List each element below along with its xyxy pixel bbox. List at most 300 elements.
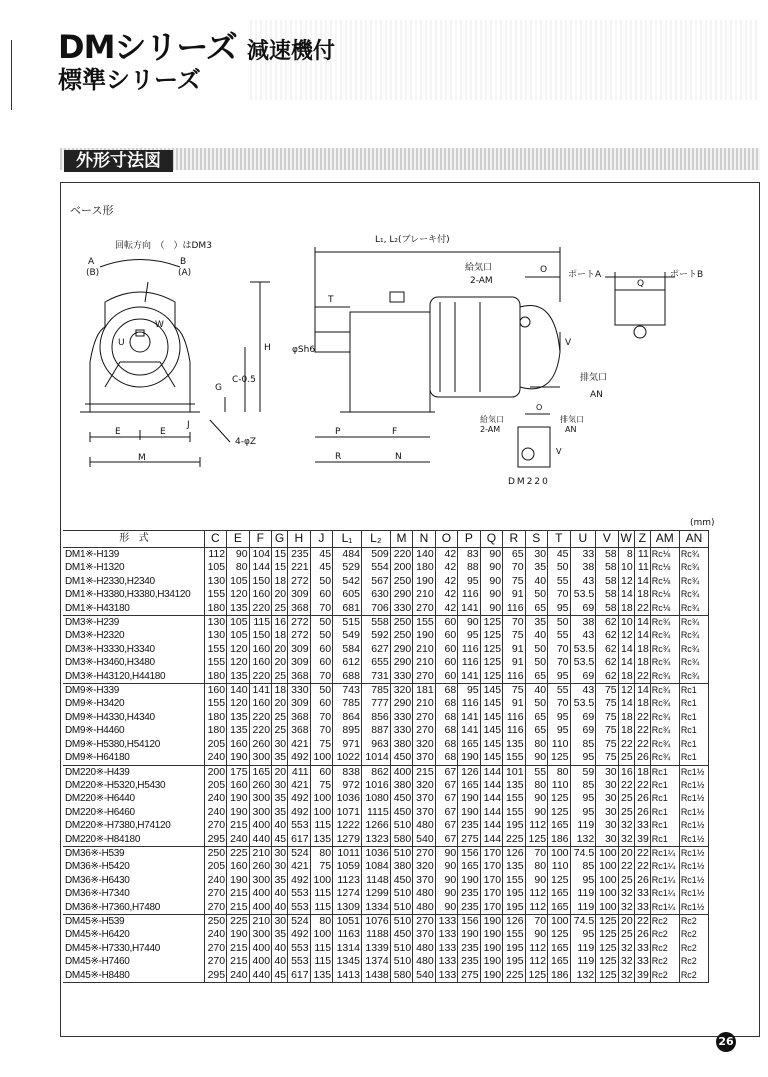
model-cell: DM9※-H64180 <box>65 752 130 764</box>
value-cell: 250 <box>390 575 412 588</box>
value-cell: 125 <box>596 928 618 941</box>
value-cell: 272 <box>288 629 310 642</box>
col-header: W <box>618 531 634 548</box>
value-cell: 69 <box>570 670 596 684</box>
port-a-label: ポートA <box>568 270 602 280</box>
value-cell: 864 <box>333 711 362 724</box>
value-cell: 1345 <box>333 955 362 968</box>
value-cell: 20 <box>272 656 288 669</box>
value-cell: 480 <box>413 901 435 915</box>
value-cell: 220 <box>249 724 271 737</box>
value-cell: 25 <box>618 751 634 765</box>
j-label: J <box>187 420 190 430</box>
hole-label: 4-φZ <box>235 437 257 447</box>
value-cell: 785 <box>333 697 362 710</box>
value-cell: 40 <box>525 629 547 642</box>
value-cell: 150 <box>249 575 271 588</box>
value-cell: 215 <box>227 942 249 955</box>
value-cell: 155 <box>413 616 435 630</box>
model-cell: DM1※-H43180 <box>65 602 130 614</box>
value-cell: 688 <box>333 670 362 684</box>
page-number: 26 <box>716 1032 736 1052</box>
value-cell: 85 <box>570 860 596 873</box>
value-cell: 144 <box>480 765 502 779</box>
value-cell: 30 <box>525 548 547 562</box>
value-cell: 125 <box>480 670 502 684</box>
value-cell: 368 <box>288 670 310 684</box>
value-cell: 80 <box>310 914 332 928</box>
value-cell: Rc¾ <box>650 751 679 765</box>
value-cell: Rc¾ <box>679 575 708 588</box>
value-cell: 95 <box>570 792 596 805</box>
value-cell: 627 <box>361 643 390 656</box>
value-cell: 554 <box>361 561 390 574</box>
value-cell: 100 <box>596 846 618 860</box>
value-cell: 270 <box>413 711 435 724</box>
value-cell: Rc⅛ <box>650 602 679 616</box>
w-label: W <box>155 320 164 330</box>
dm220-v-label: V <box>556 447 562 456</box>
value-cell: Rc2 <box>650 928 679 941</box>
value-cell: 411 <box>288 765 310 779</box>
value-cell: 170 <box>480 846 502 860</box>
value-cell: 75 <box>503 575 525 588</box>
value-cell: 22 <box>618 779 634 792</box>
intake-port-marker <box>520 317 530 327</box>
value-cell: 30 <box>272 914 288 928</box>
value-cell: 20 <box>272 765 288 779</box>
value-cell: 540 <box>413 969 435 983</box>
value-cell: 160 <box>249 697 271 710</box>
table-row <box>63 765 709 779</box>
value-cell: 125 <box>548 928 570 941</box>
value-cell: 370 <box>413 874 435 887</box>
value-cell: 30 <box>596 833 618 847</box>
value-cell: 135 <box>227 711 249 724</box>
table-row <box>63 833 709 847</box>
dm220-exhaust-size: AN <box>565 425 577 434</box>
table-row <box>63 724 709 737</box>
value-cell: 116 <box>458 643 480 656</box>
value-cell: 144 <box>480 819 502 832</box>
table-row <box>63 969 709 983</box>
value-cell: 492 <box>288 806 310 819</box>
value-cell: 65 <box>503 548 525 562</box>
value-cell: 1163 <box>333 928 362 941</box>
l-label: L₁, L₂(ブレーキ付) <box>375 235 450 245</box>
value-cell: 1323 <box>361 833 390 847</box>
value-cell: 91 <box>503 656 525 669</box>
value-cell: 1036 <box>361 846 390 860</box>
value-cell: 33 <box>634 955 650 968</box>
value-cell: 35 <box>525 616 547 630</box>
value-cell: 190 <box>227 751 249 765</box>
value-cell: 270 <box>413 914 435 928</box>
value-cell: 275 <box>458 969 480 983</box>
value-cell: 125 <box>596 914 618 928</box>
value-cell: Rc1 <box>679 751 708 765</box>
value-cell: 380 <box>390 779 412 792</box>
value-cell: Rc2 <box>679 914 708 928</box>
col-header: O <box>435 531 457 548</box>
value-cell: 1011 <box>333 846 362 860</box>
value-cell: 22 <box>634 846 650 860</box>
value-cell: 75 <box>503 684 525 698</box>
value-cell: 68 <box>435 697 457 710</box>
value-cell: 170 <box>480 901 502 915</box>
value-cell: 195 <box>503 901 525 915</box>
value-cell: 220 <box>390 548 412 562</box>
value-cell: 88 <box>458 561 480 574</box>
value-cell: 119 <box>570 942 596 955</box>
value-cell: 135 <box>310 833 332 847</box>
value-cell: 14 <box>634 575 650 588</box>
value-cell: 75 <box>503 629 525 642</box>
table-row <box>63 806 709 819</box>
dir-a-label: A <box>88 257 95 267</box>
dm220-detail-fitting <box>522 448 534 460</box>
value-cell: 12 <box>618 684 634 698</box>
value-cell: 145 <box>480 738 502 751</box>
value-cell: 38 <box>570 561 596 574</box>
o-label: O <box>540 265 548 275</box>
value-cell: 90 <box>480 548 502 562</box>
value-cell: 125 <box>525 969 547 983</box>
value-cell: 1123 <box>333 874 362 887</box>
value-cell: Rc1½ <box>679 874 708 887</box>
value-cell: 126 <box>503 914 525 928</box>
col-header: S <box>525 531 547 548</box>
value-cell: 529 <box>333 561 362 574</box>
value-cell: 95 <box>570 928 596 941</box>
value-cell: 43 <box>570 684 596 698</box>
value-cell: 1266 <box>361 819 390 832</box>
value-cell: 205 <box>204 860 226 873</box>
value-cell: 145 <box>480 697 502 710</box>
value-cell: 90 <box>480 561 502 574</box>
value-cell: 215 <box>227 955 249 968</box>
value-cell: Rc¾ <box>650 670 679 684</box>
value-cell: 270 <box>204 955 226 968</box>
value-cell: 20 <box>272 643 288 656</box>
col-header: P <box>458 531 480 548</box>
value-cell: 70 <box>310 670 332 684</box>
m-label: M <box>138 453 146 463</box>
value-cell: 50 <box>548 561 570 574</box>
value-cell: 112 <box>525 942 547 955</box>
port-detail-block <box>615 290 665 325</box>
value-cell: 105 <box>227 629 249 642</box>
value-cell: Rc¾ <box>650 656 679 669</box>
value-cell: 18 <box>618 670 634 684</box>
value-cell: 22 <box>634 711 650 724</box>
value-cell: 95 <box>570 751 596 765</box>
value-cell: 116 <box>503 602 525 616</box>
value-cell: 400 <box>249 942 271 955</box>
value-cell: 450 <box>390 806 412 819</box>
value-cell: 400 <box>249 819 271 832</box>
rotation-label: 回転方向 （ ）はDM3 <box>115 241 212 251</box>
value-cell: 260 <box>249 860 271 873</box>
value-cell: Rc⅛ <box>650 561 679 574</box>
value-cell: 53.5 <box>570 643 596 656</box>
value-cell: 542 <box>333 575 362 588</box>
value-cell: 75 <box>310 860 332 873</box>
side-view-end-cover <box>520 305 560 388</box>
value-cell: 1036 <box>333 792 362 805</box>
value-cell: 16 <box>618 765 634 779</box>
value-cell: 731 <box>361 670 390 684</box>
value-cell: 887 <box>361 724 390 737</box>
value-cell: 38 <box>570 616 596 630</box>
table-row <box>63 928 709 941</box>
value-cell: Rc1½ <box>679 860 708 873</box>
section-heading: 外形寸法図 <box>64 150 173 172</box>
value-cell: 90 <box>435 887 457 900</box>
value-cell: 22 <box>634 738 650 751</box>
value-cell: 22 <box>618 860 634 873</box>
value-cell: 95 <box>570 806 596 819</box>
value-cell: 141 <box>458 724 480 737</box>
value-cell: 210 <box>249 914 271 928</box>
value-cell: 190 <box>458 751 480 765</box>
value-cell: 65 <box>525 602 547 616</box>
value-cell: Rc¾ <box>650 616 679 630</box>
value-cell: 18 <box>634 643 650 656</box>
value-cell: 100 <box>548 914 570 928</box>
side-view-gearbox <box>350 312 430 412</box>
value-cell: 155 <box>204 656 226 669</box>
value-cell: 60 <box>435 629 457 642</box>
value-cell: 58 <box>596 602 618 616</box>
value-cell: 510 <box>390 955 412 968</box>
value-cell: 785 <box>361 684 390 698</box>
value-cell: 300 <box>249 874 271 887</box>
value-cell: 450 <box>390 928 412 941</box>
value-cell: 95 <box>458 684 480 698</box>
dir-b2-label: (A) <box>178 268 192 278</box>
value-cell: 240 <box>227 969 249 983</box>
value-cell: 12 <box>618 575 634 588</box>
side-view-output-shaft <box>315 332 350 352</box>
value-cell: 119 <box>570 819 596 832</box>
value-cell: 205 <box>204 779 226 792</box>
value-cell: 50 <box>525 643 547 656</box>
value-cell: Rc1½ <box>679 779 708 792</box>
value-cell: 1274 <box>333 887 362 900</box>
value-cell: 58 <box>596 548 618 562</box>
value-cell: Rc1 <box>679 684 708 698</box>
value-cell: 160 <box>204 684 226 698</box>
shaft-label: φSh6 <box>292 345 316 355</box>
value-cell: 524 <box>288 846 310 860</box>
value-cell: Rc1 <box>650 779 679 792</box>
value-cell: 400 <box>249 955 271 968</box>
value-cell: 272 <box>288 616 310 630</box>
value-cell: 115 <box>310 887 332 900</box>
value-cell: 250 <box>204 846 226 860</box>
value-cell: 549 <box>333 629 362 642</box>
value-cell: 170 <box>480 860 502 873</box>
value-cell: 69 <box>570 711 596 724</box>
table-row <box>63 955 709 968</box>
value-cell: 156 <box>458 914 480 928</box>
value-cell: 250 <box>390 629 412 642</box>
value-cell: 22 <box>634 724 650 737</box>
value-cell: Rc1¼ <box>650 860 679 873</box>
value-cell: 18 <box>272 629 288 642</box>
value-cell: 60 <box>435 656 457 669</box>
table-row <box>63 575 709 588</box>
value-cell: 190 <box>458 792 480 805</box>
value-cell: 250 <box>390 616 412 630</box>
value-cell: 42 <box>435 575 457 588</box>
value-cell: 115 <box>310 901 332 915</box>
value-cell: 22 <box>618 738 634 751</box>
model-cell: DM9※-H339 <box>63 684 204 698</box>
value-cell: 45 <box>548 548 570 562</box>
value-cell: 80 <box>310 846 332 860</box>
value-cell: 35 <box>272 928 288 941</box>
model-cell: DM36※-H5420 <box>65 861 130 873</box>
value-cell: 110 <box>548 738 570 751</box>
value-cell: 95 <box>548 670 570 684</box>
value-cell: 75 <box>596 684 618 698</box>
value-cell: 18 <box>618 724 634 737</box>
value-cell: Rc¾ <box>679 670 708 684</box>
value-cell: 1148 <box>361 874 390 887</box>
col-header: J <box>310 531 332 548</box>
value-cell: 119 <box>570 887 596 900</box>
value-cell: 91 <box>503 588 525 601</box>
rotation-arrow <box>100 260 180 268</box>
value-cell: 33 <box>634 942 650 955</box>
model-cell: DM3※-H3460,H3480 <box>65 657 155 669</box>
value-cell: Rc¾ <box>679 643 708 656</box>
value-cell: 1374 <box>361 955 390 968</box>
value-cell: 617 <box>288 833 310 847</box>
value-cell: 895 <box>333 724 362 737</box>
value-cell: 155 <box>503 874 525 887</box>
value-cell: 80 <box>525 779 547 792</box>
value-cell: 80 <box>548 765 570 779</box>
value-cell: 65 <box>525 711 547 724</box>
value-cell: 16 <box>272 616 288 630</box>
value-cell: 140 <box>413 548 435 562</box>
page-subtitle: 標準シリーズ <box>58 66 201 94</box>
value-cell: 116 <box>503 711 525 724</box>
value-cell: 190 <box>227 874 249 887</box>
value-cell: 74.5 <box>570 846 596 860</box>
value-cell: 70 <box>548 697 570 710</box>
value-cell: 144 <box>480 833 502 847</box>
value-cell: Rc1 <box>650 819 679 832</box>
title-main: DMシリーズ <box>58 28 237 66</box>
value-cell: 85 <box>570 779 596 792</box>
value-cell: 190 <box>480 955 502 968</box>
value-cell: 1014 <box>361 751 390 765</box>
value-cell: Rc2 <box>650 942 679 955</box>
value-cell: 492 <box>288 792 310 805</box>
value-cell: 62 <box>596 670 618 684</box>
value-cell: 135 <box>227 724 249 737</box>
value-cell: 777 <box>361 697 390 710</box>
value-cell: 186 <box>548 969 570 983</box>
value-cell: 125 <box>480 656 502 669</box>
value-cell: 45 <box>272 833 288 847</box>
value-cell: 270 <box>204 901 226 915</box>
value-cell: 67 <box>435 792 457 805</box>
value-cell: 75 <box>310 738 332 751</box>
value-cell: 125 <box>596 942 618 955</box>
value-cell: Rc1½ <box>679 792 708 805</box>
value-cell: 160 <box>227 860 249 873</box>
value-cell: 132 <box>570 833 596 847</box>
value-cell: 90 <box>227 548 249 562</box>
col-header: V <box>596 531 618 548</box>
value-cell: 210 <box>249 846 271 860</box>
value-cell: 330 <box>288 684 310 698</box>
value-cell: Rc¾ <box>679 561 708 574</box>
value-cell: 42 <box>435 561 457 574</box>
value-cell: 190 <box>227 806 249 819</box>
value-cell: 100 <box>310 751 332 765</box>
value-cell: 275 <box>458 833 480 847</box>
value-cell: 558 <box>361 616 390 630</box>
value-cell: 584 <box>333 643 362 656</box>
value-cell: 35 <box>272 751 288 765</box>
value-cell: 14 <box>634 616 650 630</box>
value-cell: 160 <box>249 643 271 656</box>
value-cell: 175 <box>227 765 249 779</box>
value-cell: 862 <box>361 765 390 779</box>
value-cell: 45 <box>310 561 332 574</box>
q-label: Q <box>637 279 645 289</box>
value-cell: 85 <box>570 738 596 751</box>
value-cell: 309 <box>288 697 310 710</box>
value-cell: 25 <box>618 874 634 887</box>
dm220-o-label: O <box>536 403 543 412</box>
value-cell: 165 <box>458 738 480 751</box>
value-cell: 115 <box>249 616 271 630</box>
value-cell: 295 <box>204 969 226 983</box>
value-cell: 300 <box>249 792 271 805</box>
value-cell: 150 <box>249 629 271 642</box>
value-cell: 580 <box>390 833 412 847</box>
value-cell: 190 <box>480 969 502 983</box>
value-cell: 115 <box>310 819 332 832</box>
value-cell: 18 <box>634 656 650 669</box>
value-cell: 53.5 <box>570 588 596 601</box>
value-cell: 484 <box>333 548 362 562</box>
value-cell: 140 <box>227 684 249 698</box>
value-cell: 119 <box>570 901 596 915</box>
value-cell: 1314 <box>333 942 362 955</box>
value-cell: 70 <box>310 602 332 616</box>
model-cell: DM3※-H2320 <box>65 630 125 642</box>
value-cell: 480 <box>413 887 435 900</box>
value-cell: 110 <box>548 860 570 873</box>
value-cell: 65 <box>525 670 547 684</box>
value-cell: Rc1 <box>650 765 679 779</box>
table-row <box>63 751 709 765</box>
value-cell: 195 <box>503 955 525 968</box>
value-cell: 190 <box>227 792 249 805</box>
value-cell: Rc1¼ <box>650 887 679 900</box>
value-cell: 42 <box>435 588 457 601</box>
value-cell: 240 <box>204 874 226 887</box>
value-cell: 309 <box>288 588 310 601</box>
